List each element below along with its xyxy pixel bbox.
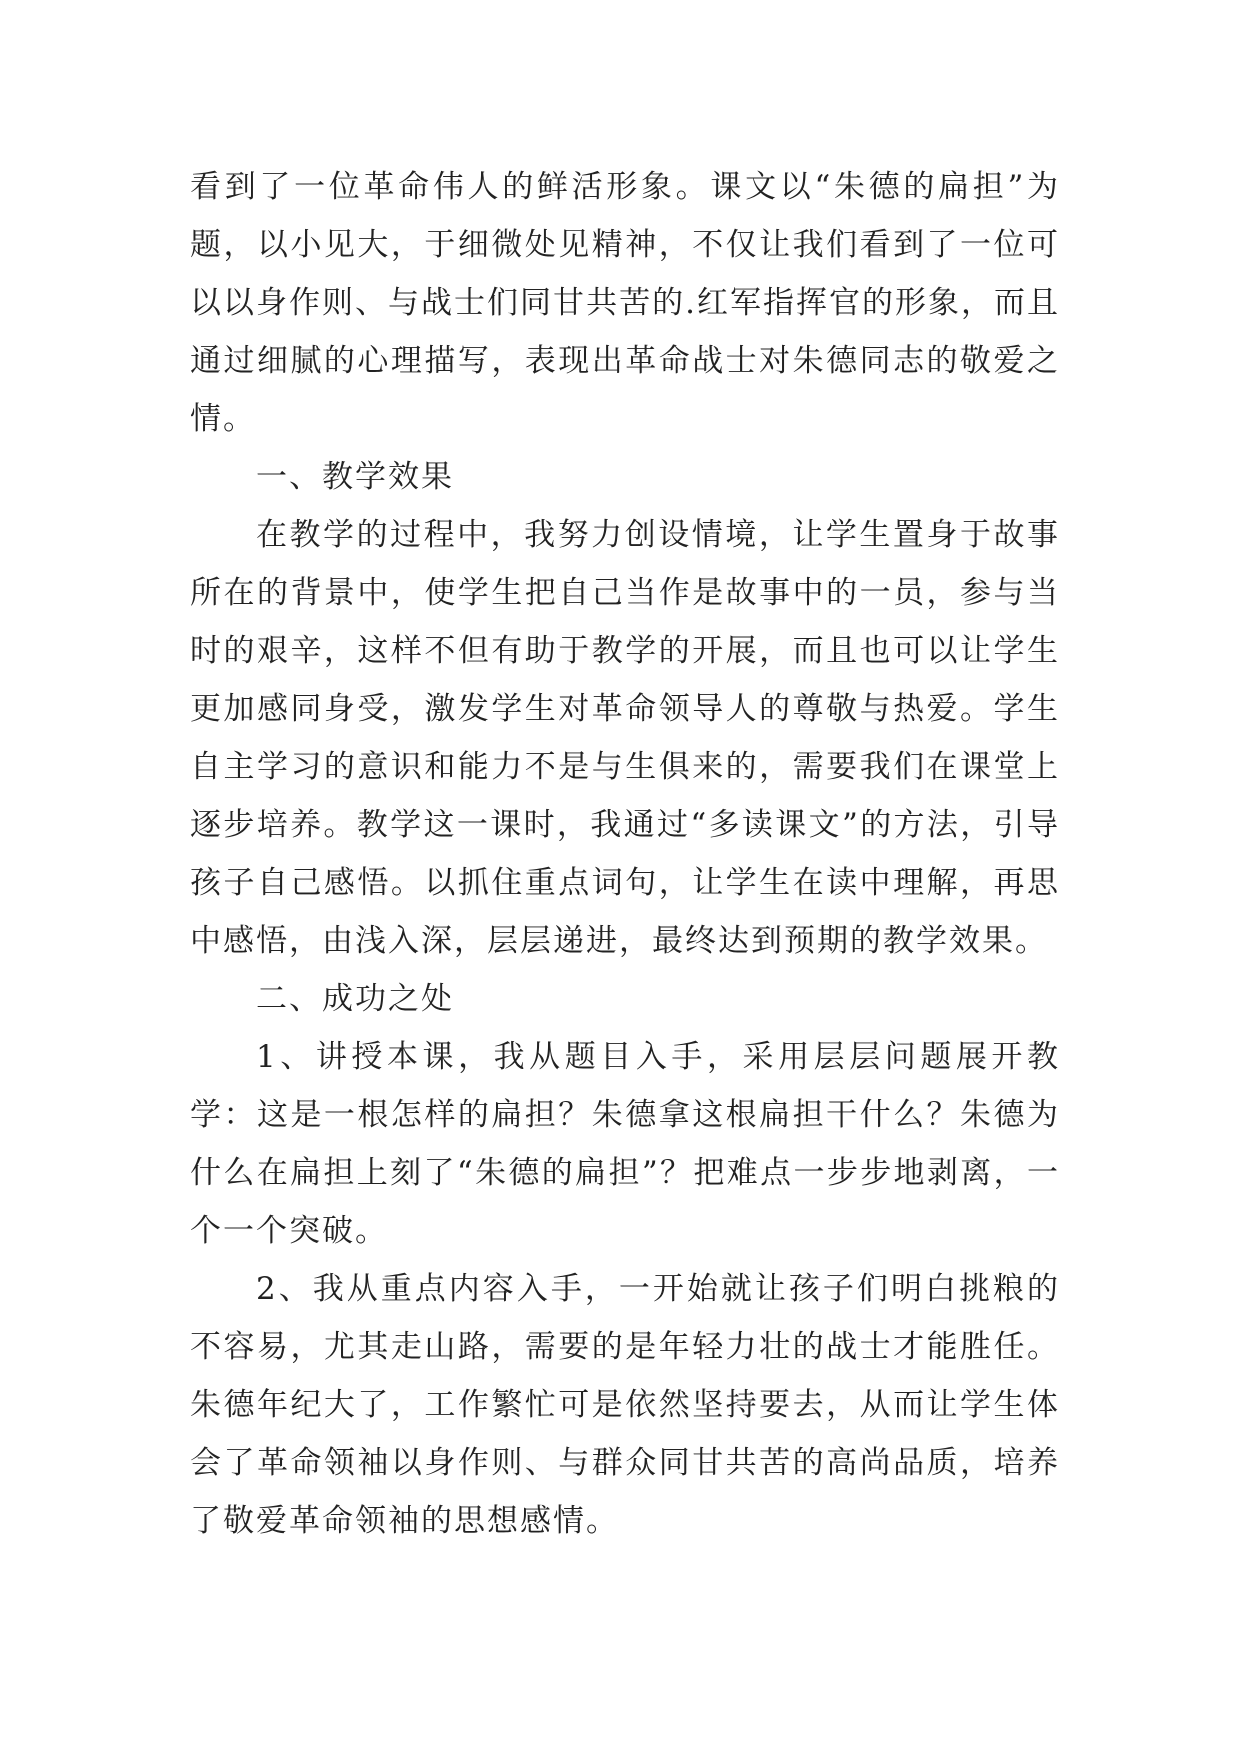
paragraph-success-2: 2、我从重点内容入手，一开始就让孩子们明白挑粮的不容易，尤其走山路，需要的是年轻力壮的战士才能胜任。朱德年纪大了，工作繁忙可是依然坚持要去，从而让学生体会了革命领袖以身作则、与群众同甘共苦的高尚品质，培养了敬爱革命领袖的思想感情。 xyxy=(190,1271,1060,1539)
paragraph-success-1: 1、讲授本课，我从题目入手，采用层层问题展开教学：这是一根怎样的扁担？朱德拿这根扁担干什么？朱德为什么在扁担上刻了“朱德的扁担”？把难点一步步地剥离，一个一个突破。 xyxy=(190,1039,1060,1249)
document-body xyxy=(190,158,1060,1550)
paragraph-teaching-effect: 在教学的过程中，我努力创设情境，让学生置身于故事所在的背景中，使学生把自己当作是故事中的一员，参与当时的艰辛，这样不但有助于教学的开展，而且也可以让学生更加感同身受，激发学生对革命领导人的尊敬与热爱。学生自主学习的意识和能力不是与生俱来的，需要我们在课堂上逐步培养。教学这一课时，我通过“多读课文”的方法，引导孩子自己感悟。以抓住重点词句，让学生在读中理解，再思中感悟，由浅入深，层层递进，最终达到预期的教学效果。 xyxy=(190,517,1060,959)
section-heading-successes: 二、成功之处 xyxy=(256,981,454,1017)
section-heading-teaching-effect: 一、教学效果 xyxy=(256,459,454,495)
paragraph-intro: 看到了一位革命伟人的鲜活形象。课文以“朱德的扁担”为题，以小见大，于细微处见精神，不仅让我们看到了一位可以以身作则、与战士们同甘共苦的.红军指挥官的形象，而且通过细腻的心理描写，表现出革命战士对朱德同志的敬爱之情。 xyxy=(190,169,1060,437)
